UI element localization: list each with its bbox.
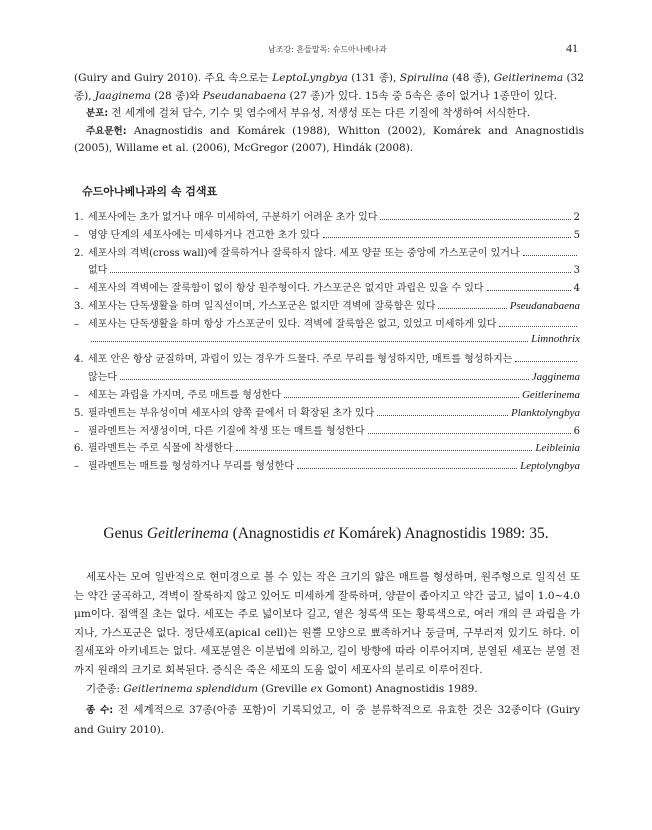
key-line-result: Geitlerinema: [521, 388, 580, 401]
key-line-text: 세포사에는 초가 없거나 매우 미세하여, 구분하기 어려운 초가 있다: [88, 212, 378, 223]
running-title: 남조강: 흔들말목: 슈드아나베나과: [268, 45, 387, 54]
key-line: [74, 297, 580, 315]
key-line: [74, 279, 580, 297]
page-number: 41: [566, 41, 578, 55]
key-line-marker: 1.: [74, 212, 84, 223]
genus-prefix: Genus: [103, 525, 147, 542]
key-leader-dots: [523, 254, 577, 256]
genus-author1: (Anagnostidis: [228, 525, 324, 542]
key-line-text: 필라멘트는 주로 식물에 착생한다: [88, 443, 233, 455]
key-line-marker: 3.: [74, 300, 84, 312]
species-count-paragraph: [74, 701, 580, 739]
key-line-marker: –: [74, 283, 79, 295]
references-label: 주요문헌:: [86, 125, 127, 137]
key-leader-dots: [110, 271, 570, 273]
identification-key: [74, 208, 580, 475]
key-line-marker: 2.: [74, 247, 84, 259]
key-leader-dots: [323, 236, 571, 238]
type-species-name: Geitlerinema splendidum: [123, 682, 258, 695]
key-line-result: Jagginema: [531, 371, 580, 384]
key-line: [74, 457, 580, 475]
species-label: 종 수:: [86, 705, 114, 716]
key-line-result: 6: [573, 425, 580, 437]
key-line-result: 4: [573, 283, 580, 295]
type-ex: ex: [310, 682, 323, 695]
key-line: [74, 386, 580, 404]
key-leader-dots: [515, 360, 577, 362]
genus-description: [74, 568, 580, 698]
key-line-result: Leibleinia: [535, 442, 580, 455]
key-line-marker: 5.: [74, 407, 84, 419]
genus-heading: [0, 525, 652, 543]
references-text: Anagnostidis and Komárek (1988), Whitton (2002), Komárek and Anagnostidis (2005), Willame et al. (2006), McGregor (2007), Hindák (2008).: [74, 124, 585, 154]
key-leader-dots: [120, 378, 529, 380]
key-line-text: 필라멘트는 저생성이며, 다른 기질에 착생 또는 매트를 형성한다: [88, 425, 365, 437]
type-species-line: [74, 680, 580, 699]
key-line: [74, 422, 580, 440]
species-count-section: [74, 701, 580, 739]
key-line: [74, 226, 580, 244]
type-author: (Greville: [257, 682, 311, 695]
key-title: 슈드아나베나과의 속 검색표: [82, 185, 218, 198]
key-line-marker: –: [74, 389, 79, 401]
key-line-text: 세포사의 격벽(cross wall)에 잘룩하거나 잘룩하지 않다. 세포 양끝 또는 중앙에 가스포군이 있거나: [88, 247, 520, 259]
key-leader-dots: [377, 414, 508, 416]
description-text: 세포사는 모여 일반적으로 현미경으로 볼 수 있는 작은 크기의 얇은 매트를 형성하며, 원주형으로 일직선 또는 약간 굴곡하고, 격벽이 잘룩하지 않고 있어도 미세하게 잘룩하며, 양끝이 좁아지고 약간 굽고, 넓이 1.0~4.0 μm이다. 점액질 초는 없다. 세포는 주로 넓이보다 길고, 옅은 청록색 또는 황록색으로, 여러 개의 큰 과립을 가지나, 가스포군은 없다. 정단세포(apical cell)는 원뿔 모양으로 뾰족하거나 둥글며, 구부러져 있기도 하다. 이질세포와 아키네트는 없다. 세포분열은 이분법에 의하고, 길이 방향에 따라 이루어지며, 분열된 세포는 분열 전까지 원래의 크기로 회복된다. 증식은 죽은 세포의 도움 없이 세포사의 분리로 이루어진다.: [74, 571, 580, 676]
key-line-result: 5: [573, 229, 580, 241]
genus-name: Geitlerinema: [146, 525, 229, 542]
key-line-result: Leptolyngbya: [520, 460, 580, 473]
key-line: [74, 439, 580, 457]
key-line: [74, 350, 580, 368]
key-line-result: Planktolyngbya: [510, 406, 580, 419]
key-line: [74, 244, 580, 262]
key-line-marker: –: [74, 461, 79, 473]
key-line-marker: –: [74, 425, 79, 437]
genus-author2: Komárek) Anagnostidis 1989: 35.: [334, 525, 549, 542]
key-line-marker: –: [74, 318, 79, 330]
key-line: [74, 315, 580, 333]
key-line-marker: 6.: [74, 443, 84, 455]
key-leader-dots: [236, 449, 533, 451]
type-label: 기준종:: [86, 682, 124, 695]
key-line: [74, 368, 580, 386]
references-paragraph: [74, 123, 584, 158]
key-line: [74, 333, 580, 351]
key-line-text: 않는다: [88, 372, 117, 384]
distribution-paragraph: [74, 105, 584, 123]
key-leader-dots: [368, 432, 571, 434]
key-line-text: 없다: [88, 265, 108, 277]
key-leader-dots: [499, 325, 577, 327]
type-rest: Gomont) Anagnostidis 1989.: [322, 682, 478, 695]
key-line-text: 세포사의 격벽에는 잘룩함이 없이 항상 원주형이다. 가스포군은 없지만 과립은 있을 수 있다: [88, 283, 484, 295]
key-leader-dots: [91, 340, 528, 342]
key-line-text: 세포사는 단독생활을 하며 항상 가스포군이 있다. 격벽에 잘룩함은 없고, 있었고 미세하게 있다: [88, 318, 497, 330]
key-line: [74, 261, 580, 279]
key-line-marker: 4.: [74, 354, 84, 366]
key-line-text: 필라멘트는 매트를 형성하거나 무리를 형성한다: [88, 461, 294, 473]
key-line-text: 세포는 과립을 가지며, 주로 매트를 형성한다: [88, 389, 281, 401]
distribution-label: 분포:: [86, 108, 109, 119]
key-line-text: 세포 안은 항상 균질하며, 과립이 있는 경우가 드물다. 주로 무리를 형성하지만, 매트를 형성하지는: [88, 354, 513, 366]
key-line-text: 필라멘트는 부유성이며 세포사의 양쪽 끝에서 더 확장된 초가 있다: [88, 407, 375, 419]
species-text: 전 세계적으로 37종(아종 포함)이 기록되었고, 이 중 분류학적으로 유효한 것은 32종이다 (Guiry and Guiry 2010).: [74, 704, 580, 736]
intro-paragraph: (Guiry and Guiry 2010). 주요 속으로는 LeptoLyngbya (131 종), Spirulina (48 종), Geitlerinema (32 종), Jaaginema (28 종)와 Pseudanabaena (27 종)가 있다. 15속 중 5속은 종이 없거나 1종만이 있다.: [74, 72, 584, 102]
key-leader-dots: [438, 307, 506, 309]
key-line: [74, 208, 580, 226]
key-line-result: Limnothrix: [531, 332, 580, 345]
key-line-text: 영양 단계의 세포사에는 미세하거나 견고한 초가 있다: [88, 229, 320, 241]
key-line-result: 2: [573, 212, 580, 223]
intro-section: [74, 70, 584, 158]
key-leader-dots: [380, 218, 570, 220]
key-leader-dots: [487, 289, 571, 291]
key-line-result: Pseudanabaena: [509, 299, 580, 312]
key-leader-dots: [297, 467, 517, 469]
key-line: [74, 404, 580, 422]
genus-et: et: [323, 525, 335, 542]
key-line-marker: –: [74, 229, 79, 241]
key-leader-dots: [284, 396, 519, 398]
key-line-text: 세포사는 단독생활을 하며 일직선이며, 가스포군은 없지만 격벽에 잘룩함은 있다: [88, 300, 436, 312]
key-line-result: 3: [573, 265, 580, 277]
distribution-text: 전 세계에 걸쳐 담수, 기수 및 염수에서 부유성, 저생성 또는 다른 기질에 착생하여 서식한다.: [111, 107, 531, 119]
